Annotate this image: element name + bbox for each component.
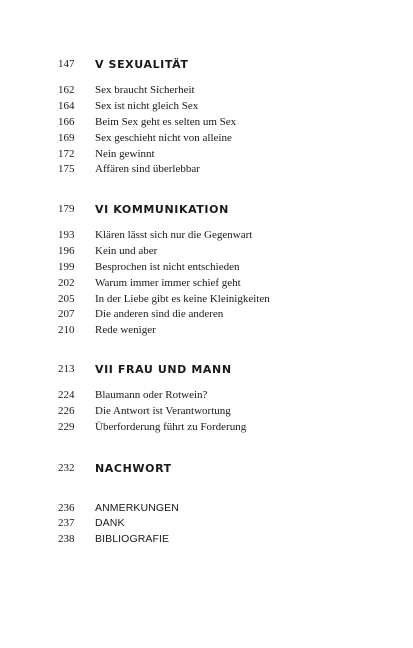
entry-title: Sex braucht Sicherheit xyxy=(95,84,195,96)
page-number: 169 xyxy=(58,132,75,144)
entry-title: ANMERKUNGEN xyxy=(95,502,179,514)
page-number: 164 xyxy=(58,100,75,112)
page-number: 175 xyxy=(58,163,75,175)
entry-title: Warum immer immer schief geht xyxy=(95,277,241,289)
page-number: 179 xyxy=(58,203,75,215)
entry-title: Beim Sex geht es selten um Sex xyxy=(95,116,237,128)
entry-title: DANK xyxy=(95,517,125,529)
page-number: 166 xyxy=(58,116,75,128)
entry-title: Kein und aber xyxy=(95,245,158,257)
page-number: 237 xyxy=(58,517,75,529)
page-number: 193 xyxy=(58,229,75,241)
section-title: V SEXUALITÄT xyxy=(95,58,189,71)
page-number: 196 xyxy=(58,245,75,257)
page-number: 199 xyxy=(58,261,75,273)
entry-title: BIBLIOGRAFIE xyxy=(95,533,170,545)
entry-title: Sex geschieht nicht von alleine xyxy=(95,132,232,144)
page-number: 207 xyxy=(58,308,75,320)
entry-title: Überforderung führt zu Forderung xyxy=(95,421,247,433)
page-number: 229 xyxy=(58,421,75,433)
page-number: 205 xyxy=(58,293,75,305)
entry-title: Besprochen ist nicht entschieden xyxy=(95,261,240,273)
entry-title: Blaumann oder Rotwein? xyxy=(95,389,208,401)
entry-title: Sex ist nicht gleich Sex xyxy=(95,100,199,112)
page-number: 224 xyxy=(58,389,75,401)
section-title: VI KOMMUNIKATION xyxy=(95,203,229,216)
entry-title: Nein gewinnt xyxy=(95,148,155,160)
page-number: 213 xyxy=(58,363,75,375)
page-number: 202 xyxy=(58,277,75,289)
section-title: VII FRAU UND MANN xyxy=(95,363,232,376)
entry-title: Affären sind überlebbar xyxy=(95,163,200,175)
entry-title: Klären lässt sich nur die Gegenwart xyxy=(95,229,253,241)
entry-title: Rede weniger xyxy=(95,324,156,336)
section-title: NACHWORT xyxy=(95,462,172,475)
page-number: 210 xyxy=(58,324,75,336)
page-number: 232 xyxy=(58,462,75,474)
page-number: 147 xyxy=(58,58,75,70)
page-number: 172 xyxy=(58,148,75,160)
page-number: 236 xyxy=(58,502,75,514)
page-number: 238 xyxy=(58,533,75,545)
page-number: 226 xyxy=(58,405,75,417)
entry-title: In der Liebe gibt es keine Kleinigkeiten xyxy=(95,293,270,305)
entry-title: Die anderen sind die anderen xyxy=(95,308,224,320)
page-number: 162 xyxy=(58,84,75,96)
entry-title: Die Antwort ist Verantwortung xyxy=(95,405,231,417)
